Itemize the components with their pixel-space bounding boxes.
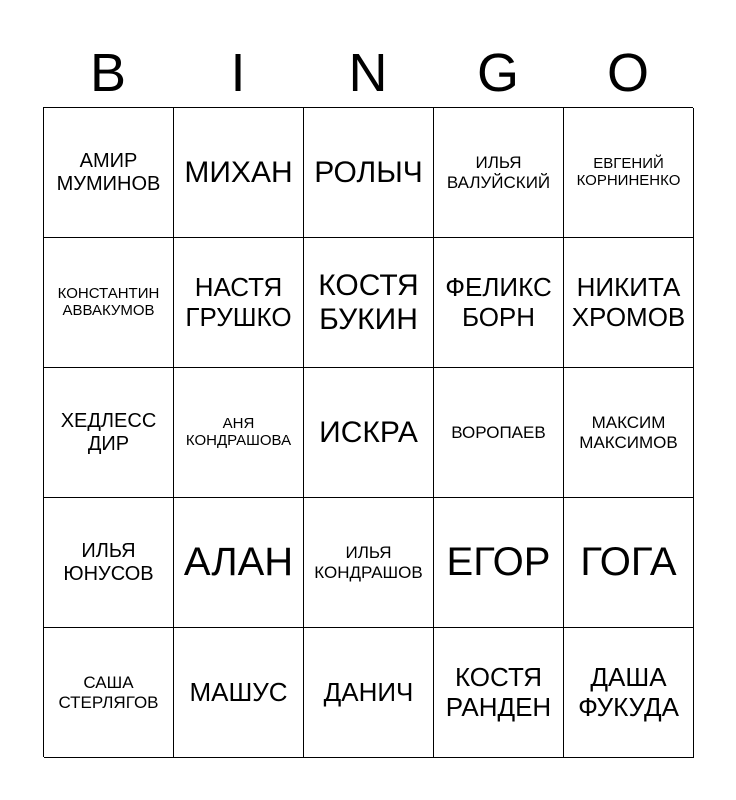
bingo-cell[interactable] [434,238,564,368]
cell-label: ЕВГЕНИЙ КОРНИНЕНКО [576,154,681,189]
bingo-cell[interactable] [434,108,564,238]
cell-label: АЛАН [183,540,294,585]
bingo-cell[interactable] [174,498,304,628]
bingo-cell[interactable] [304,498,434,628]
cell-label: МИХАН [184,155,293,189]
cell-label: ИЛЬЯ ЮНУСОВ [63,540,154,585]
cell-label: НИКИТА ХРОМОВ [571,272,686,332]
header-letter-o: O [606,43,649,103]
bingo-cell[interactable] [44,628,174,758]
cell-label: АНЯ КОНДРАШОВА [185,414,292,449]
header-letter-n: N [348,43,388,103]
cell-label: ИЛЬЯ ВАЛУЙСКИЙ [446,153,551,192]
cell-label: НАСТЯ ГРУШКО [185,272,292,332]
header-letter-i: I [230,43,246,103]
bingo-cell[interactable] [564,628,694,758]
bingo-cell[interactable] [174,108,304,238]
bingo-cell[interactable] [564,368,694,498]
bingo-cell[interactable] [434,628,564,758]
cell-label: МАКСИМ МАКСИМОВ [579,413,678,452]
bingo-cell[interactable] [304,108,434,238]
bingo-cell[interactable] [44,368,174,498]
bingo-cell[interactable] [174,238,304,368]
cell-label: КОНСТАНТИН АВВАКУМОВ [57,284,160,319]
bingo-cell[interactable] [304,628,434,758]
cell-label: МАШУС [189,676,288,707]
cell-label: ДАНИЧ [323,676,414,707]
bingo-cell[interactable] [434,368,564,498]
bingo-cell[interactable] [304,238,434,368]
header-letter-g: G [476,43,519,103]
cell-label: ФЕЛИКС БОРН [445,272,552,332]
bingo-cell[interactable] [44,498,174,628]
bingo-cell[interactable] [174,628,304,758]
cell-label: ВОРОПАЕВ [451,422,546,442]
cell-label: КОСТЯ РАНДЕН [445,662,552,722]
cell-label: КОСТЯ БУКИН [318,268,419,336]
cell-label: АМИР МУМИНОВ [56,150,161,195]
cell-label: РОЛЫЧ [314,155,423,189]
bingo-cell[interactable] [564,238,694,368]
bingo-cell[interactable] [564,498,694,628]
bingo-cell[interactable] [174,368,304,498]
bingo-cell[interactable] [564,108,694,238]
cell-label: САША СТЕРЛЯГОВ [58,673,159,712]
cell-label: ИСКРА [319,415,418,449]
bingo-header [43,40,693,106]
bingo-board [43,107,693,757]
header-letter-b: B [89,43,127,103]
cell-label: ГОГА [580,540,677,585]
cell-label: ХЕДЛЕСС ДИР [60,410,157,455]
bingo-cell[interactable] [44,238,174,368]
bingo-cell[interactable] [44,108,174,238]
bingo-cell[interactable] [304,368,434,498]
cell-label: ЕГОР [446,540,551,585]
bingo-cell[interactable] [434,498,564,628]
cell-label: ДАША ФУКУДА [578,662,679,722]
cell-label: ИЛЬЯ КОНДРАШОВ [314,543,423,582]
